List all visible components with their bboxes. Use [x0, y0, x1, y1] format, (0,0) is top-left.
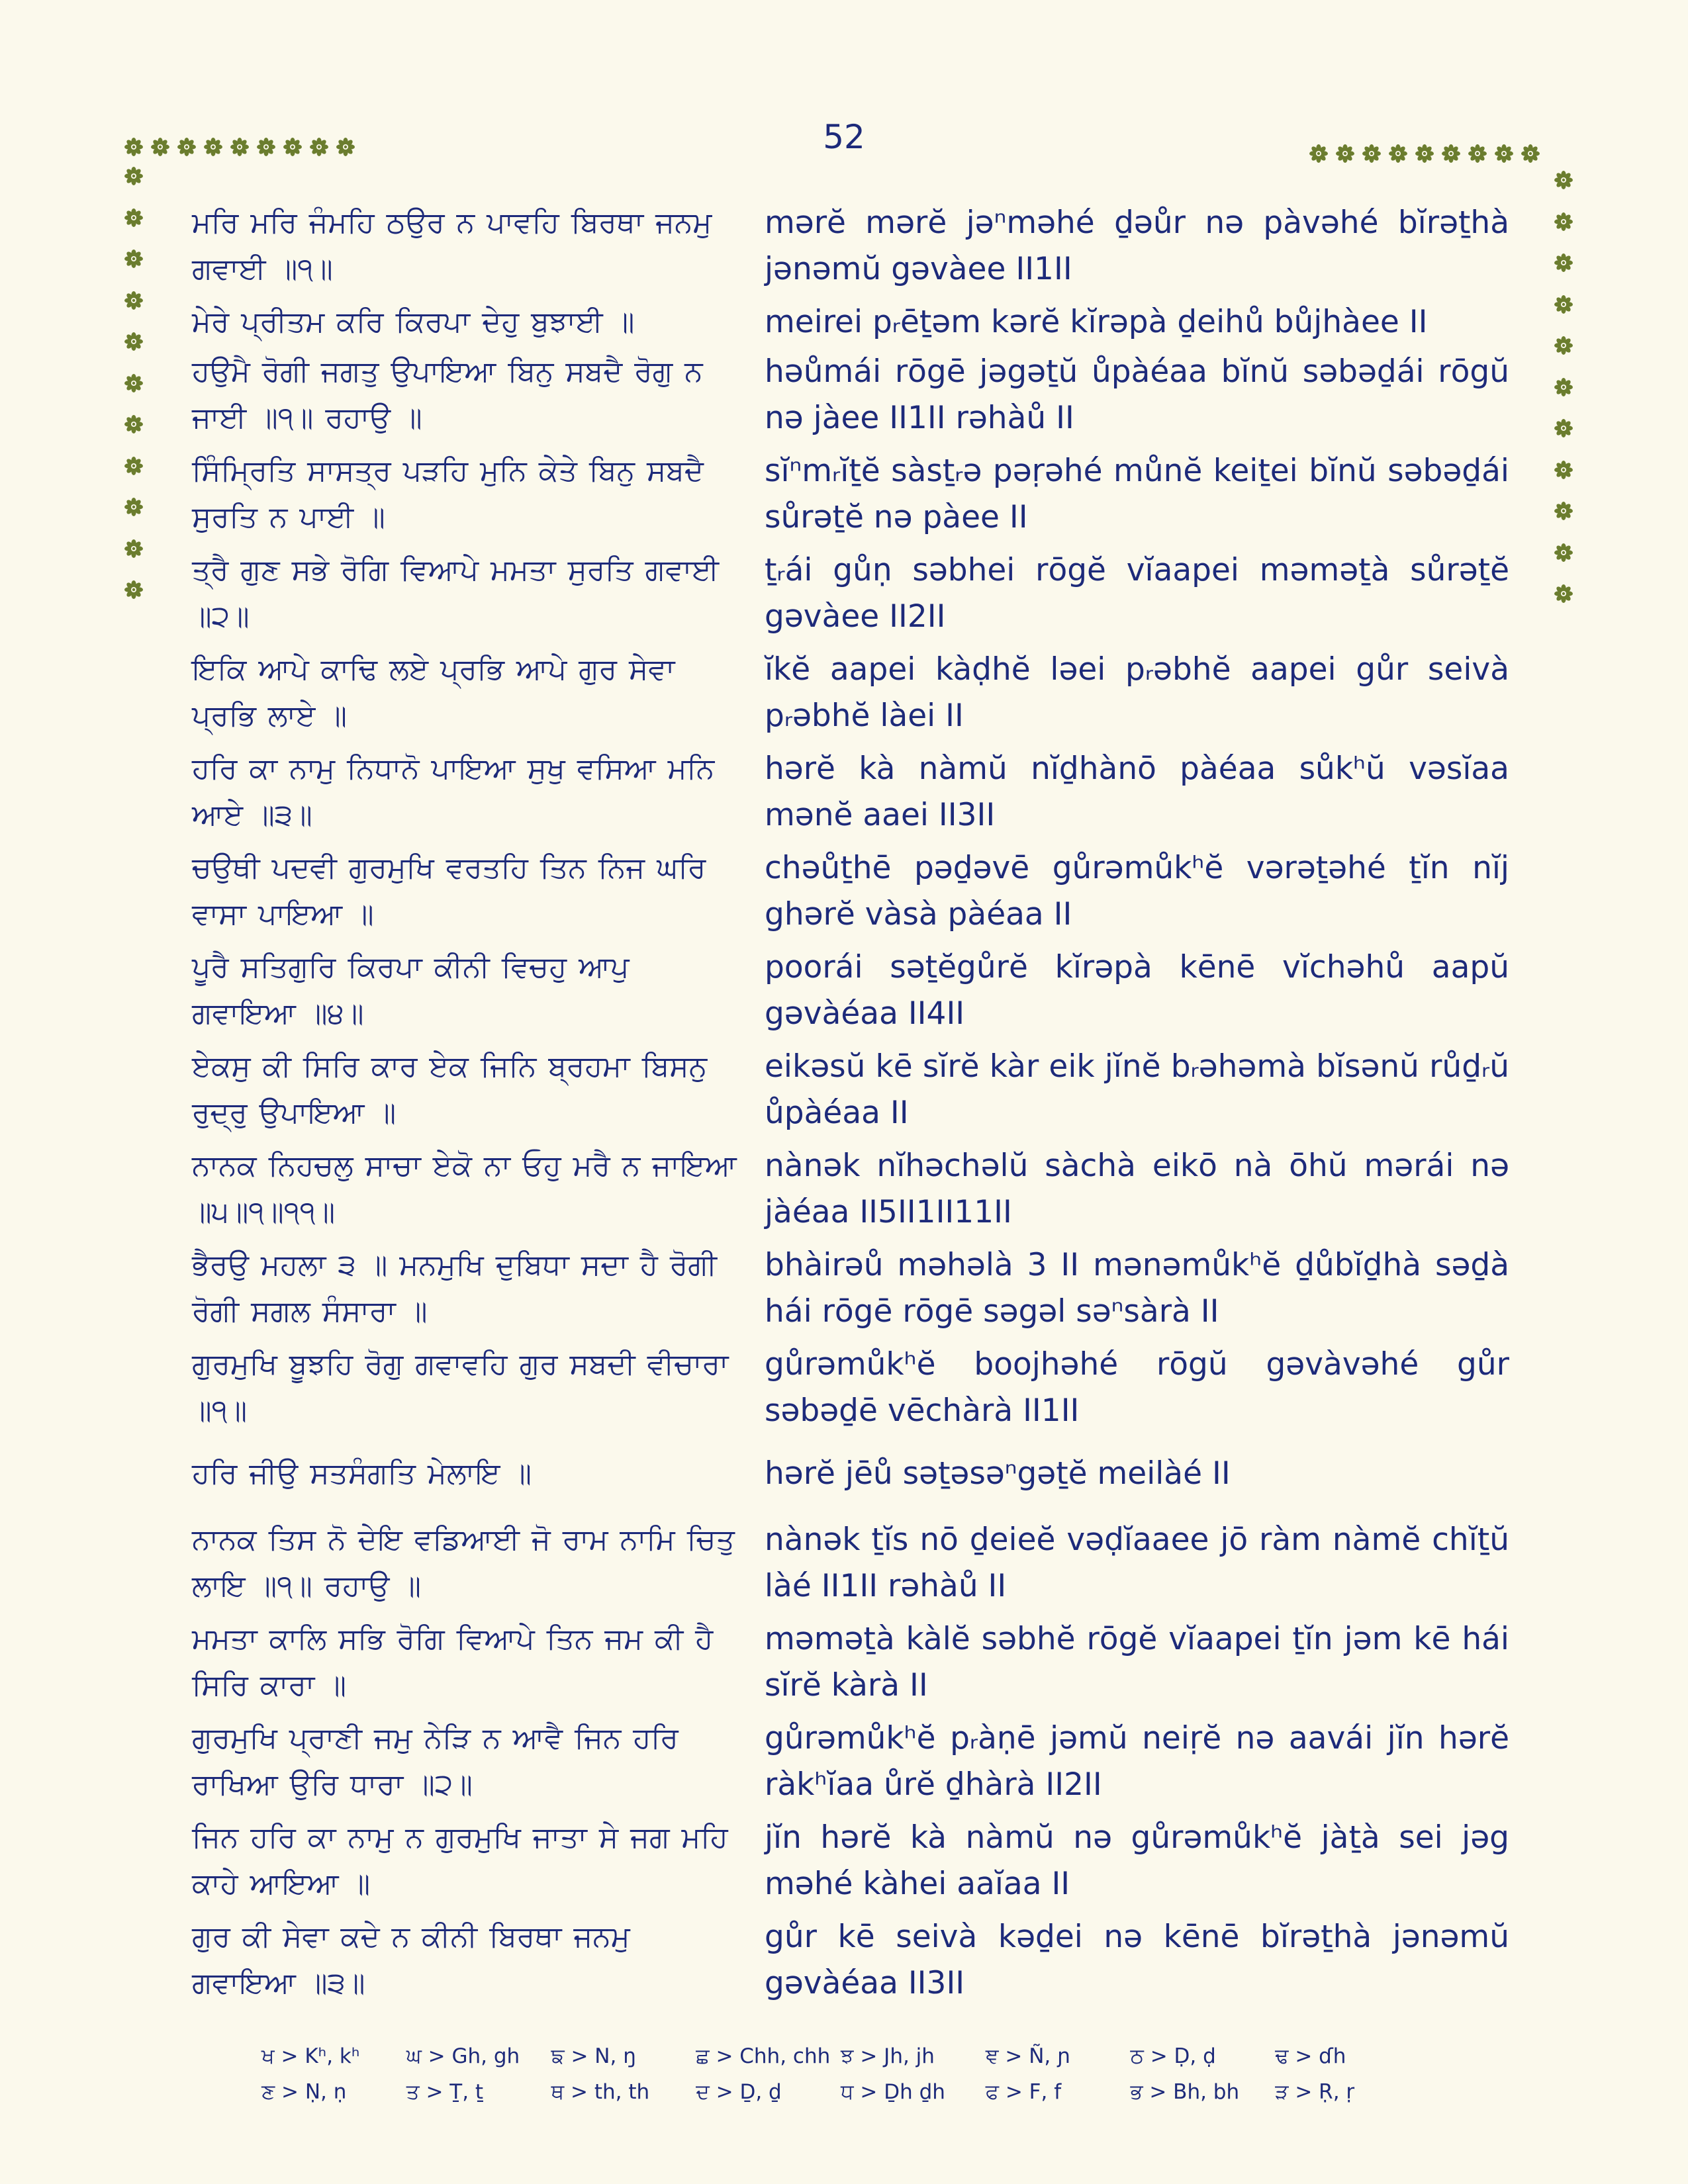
transliteration-text: gůrəmůkʰĕ pᵣàṇē jəmŭ neiṛĕ nə aavái jĭn hərĕ ràkʰĭaa ůrĕ ḏhàrà II2II [765, 1720, 1509, 1803]
gurmukhi-text: ਗੁਰਮੁਖਿ ਬੂਝਹਿ ਰੋਗੁ ਗਵਾਵਹਿ ਗੁਰ ਸਬਦੀ ਵੀਚਾਰਾ ॥੧॥ [192, 1347, 729, 1428]
ornament-border-right [1550, 167, 1577, 607]
verse-row [192, 746, 1509, 839]
flower-icon [1550, 539, 1577, 566]
verse-row [192, 200, 1509, 293]
key-item: ਢ > ɗh [1275, 2044, 1346, 2068]
verse-row [192, 448, 1509, 541]
page-number: 52 [823, 118, 865, 156]
key-item: ਛ > Chh, chh [696, 2044, 831, 2068]
flower-icon [200, 134, 226, 160]
gurmukhi-text: ਭੈਰਉ ਮਹਲਾ ੩ ॥ ਮਨਮੁਖਿ ਦੁਬਿਧਾ ਸਦਾ ਹੈ ਰੋਗੀ ਰੋਗੀ ਸਗਲ ਸੰਸਾਰਾ ॥ [192, 1248, 717, 1328]
key-item: ਙ > N, ŋ [551, 2044, 636, 2068]
key-item: ਞ > Ñ, ɲ [985, 2044, 1071, 2068]
key-row [261, 2074, 1420, 2110]
key-item: ਦ > Ḏ, ḏ [696, 2079, 782, 2104]
transliteration-text: nànək ṯĭs nō ḏeieĕ vəḍĭaaee jō ràm nàmĕ chĭṯŭ làé II1II rəhàů II [765, 1522, 1509, 1604]
key-item: ਣ > Ṇ, ṇ [261, 2079, 347, 2104]
flower-icon [279, 134, 306, 160]
verse-row [192, 1044, 1509, 1136]
flower-icon [1550, 250, 1577, 276]
verse-row [192, 1451, 1509, 1497]
key-item: ਫ > F, f [985, 2079, 1062, 2104]
flower-icon [120, 453, 147, 479]
transliteration-text: poorái səṯĕgůrĕ kĭrəpà kēnē vĭchəhů aapŭ gəvàéaa II4II [765, 949, 1509, 1032]
transliteration-text: meirei pᵣēṯəm kərĕ kĭrəpà ḏeihů bůjhàee II [765, 304, 1428, 340]
flower-icon [1491, 140, 1517, 167]
verse-row [192, 944, 1509, 1037]
flower-icon [120, 328, 147, 355]
flower-icon [1305, 140, 1332, 167]
gurmukhi-text: ਨਾਨਕ ਤਿਸ ਨੋ ਦੇਇ ਵਡਿਆਈ ਜੋ ਰਾਮ ਨਾਮਿ ਚਿਤੁ ਲਾਇ ॥੧॥ ਰਹਾਉ ॥ [192, 1523, 735, 1603]
gurmukhi-text: ਪੂਰੈ ਸਤਿਗੁਰਿ ਕਿਰਪਾ ਕੀਨੀ ਵਿਚਹੁ ਆਪੁ ਗਵਾਇਆ ॥੪॥ [192, 950, 630, 1030]
flower-icon [120, 246, 147, 272]
flower-icon [1550, 415, 1577, 441]
gurmukhi-text: ਮਮਤਾ ਕਾਲਿ ਸਭਿ ਰੋਗਿ ਵਿਆਪੇ ਤਿਨ ਜਮ ਕੀ ਹੈ ਸਿਰਿ ਕਾਰਾ ॥ [192, 1622, 714, 1702]
key-item: ਘ > Gh, gh [406, 2044, 520, 2068]
gurmukhi-text: ਏਕਸੁ ਕੀ ਸਿਰਿ ਕਾਰ ਏਕ ਜਿਨਿ ਬ੍ਰਹਮਾ ਬਿਸਨੁ ਰੁਦ੍ਰੁ ਉਪਾਇਆ ॥ [192, 1050, 708, 1130]
verse-row [192, 845, 1509, 938]
key-row [261, 2038, 1420, 2074]
verse-row [192, 1914, 1509, 2007]
transliteration-text: hərĕ jēů səṯəsəⁿgəṯĕ meilàé II [765, 1455, 1231, 1492]
key-item: ਧ > Ḏh ḏh [841, 2079, 945, 2104]
key-item: ੜ > Ṛ, ṛ [1275, 2079, 1355, 2104]
verse-row [192, 1616, 1509, 1709]
verse-row [192, 1242, 1509, 1335]
transliteration-text: məməṯà kàlĕ səbhĕ rōgĕ vĭaapei ṯĭn jəm kē hái sĭrĕ kàrà II [765, 1621, 1509, 1704]
flower-icon [1464, 140, 1491, 167]
key-item: ਝ > Jh, jh [841, 2044, 935, 2068]
flower-icon [226, 134, 253, 160]
flower-icon [120, 205, 147, 231]
transliteration-key [261, 2038, 1420, 2110]
gurmukhi-text: ਸਿੰਮ੍ਰਿਤਿ ਸਾਸਤ੍ਰ ਪੜਹਿ ਮੁਨਿ ਕੇਤੇ ਬਿਨੁ ਸਬਦੈ ਸੁਰਤਿ ਨ ਪਾਈ ॥ [192, 454, 704, 534]
verse-row [192, 647, 1509, 739]
verse-row [192, 1143, 1509, 1236]
flower-icon [253, 134, 279, 160]
transliteration-text: eikəsŭ kē sĭrĕ kàr eik jĭnĕ bᵣəhəmà bĭsənŭ růḏᵣŭ ůpàéaa II [765, 1048, 1509, 1131]
verse-row [192, 1517, 1509, 1610]
transliteration-text: ĭkĕ aapei kàḍhĕ ləei pᵣəbhĕ aapei gůr seivà pᵣəbhĕ làei II [765, 651, 1509, 734]
flower-icon [120, 287, 147, 314]
verse-row [192, 1815, 1509, 1907]
flower-icon [306, 134, 332, 160]
verse-row [192, 1342, 1509, 1434]
flower-icon [1550, 374, 1577, 400]
flower-icon [1550, 332, 1577, 359]
ornament-border-left [120, 163, 147, 603]
key-item: ਤ > Ṯ, ṯ [406, 2079, 484, 2104]
verse-row [192, 547, 1509, 640]
flower-icon [147, 134, 173, 160]
flower-icon [1358, 140, 1385, 167]
transliteration-text: mərĕ mərĕ jəⁿməhé ḏəůr nə pàvəhé bĭrəṯhà jənəmŭ gəvàee II1II [765, 205, 1509, 287]
transliteration-text: hərĕ kà nàmŭ nĭḏhànō pàéaa sůkʰŭ vəsĭaa mənĕ aaei II3II [765, 751, 1509, 833]
flower-icon [1550, 498, 1577, 524]
flower-icon [1550, 208, 1577, 235]
transliteration-text: sĭⁿmᵣĭṯĕ sàsṯᵣə pəṛəhé můnĕ keiṯei bĭnŭ səbəḏái sůrəṯĕ nə pàee II [765, 453, 1509, 535]
flower-icon [1550, 457, 1577, 483]
transliteration-text: həůmái rōgē jəgəṯŭ ůpàéaa bĭnŭ səbəḏái rōgŭ nə jàee II1II rəhàů II [765, 353, 1509, 436]
verse-row [192, 299, 1509, 345]
ornament-border-top-right [1305, 140, 1544, 167]
transliteration-text: chəůṯhē pəḏəvē gůrəmůkʰĕ vərəṯəhé ṯĭn nĭj ghərĕ vàsà pàéaa II [765, 850, 1509, 933]
transliteration-text: jĭn hərĕ kà nàmŭ nə gůrəmůkʰĕ jàṯà sei jəg məhé kàhei aaĭaa II [765, 1819, 1509, 1902]
transliteration-text: gůr kē seivà kəḏei nə kēnē bĭrəṯhà jənəmŭ gəvàéaa II3II [765, 1919, 1509, 2001]
ornament-border-top-left [120, 134, 359, 160]
flower-icon [1550, 167, 1577, 193]
flower-icon [1332, 140, 1358, 167]
flower-icon [1550, 580, 1577, 607]
gurmukhi-text: ਗੁਰ ਕੀ ਸੇਵਾ ਕਦੇ ਨ ਕੀਨੀ ਬਿਰਥਾ ਜਨਮੁ ਗਵਾਇਆ ॥੩॥ [192, 1920, 630, 2000]
flower-icon [120, 411, 147, 437]
transliteration-text: nànək nĭhəchəlŭ sàchà eikō nà ōhŭ mərái nə jàéaa II5II1II11II [765, 1148, 1509, 1230]
flower-icon [120, 494, 147, 520]
flower-icon [120, 134, 147, 160]
key-item: ਭ > Bh, bh [1130, 2079, 1240, 2104]
flower-icon [1438, 140, 1464, 167]
verse-row [192, 349, 1509, 441]
flower-icon [1517, 140, 1544, 167]
transliteration-text: ṯᵣái gůṇ səbhei rōgĕ vĭaapei məməṯà sůrəṯĕ gəvàee II2II [765, 552, 1509, 635]
flower-icon [120, 576, 147, 603]
transliteration-text: bhàirəů məhəlà 3 II mənəmůkʰĕ ḏůbĭḏhà səḏà hái rōgē rōgē səgəl səⁿsàrà II [765, 1247, 1509, 1330]
key-item: ਖ > Kʰ, kʰ [261, 2044, 360, 2068]
flower-icon [332, 134, 359, 160]
gurmukhi-text: ਮੇਰੇ ਪ੍ਰੀਤਮ ਕਰਿ ਕਿਰਪਾ ਦੇਹੁ ਬੁਝਾਈ ॥ [192, 305, 635, 339]
key-item: ਠ > Ḍ, ḍ [1130, 2044, 1216, 2068]
flower-icon [120, 163, 147, 189]
gurmukhi-text: ਨਾਨਕ ਨਿਹਚਲੁ ਸਾਚਾ ਏਕੋ ਨਾ ਓਹੁ ਮਰੈ ਨ ਜਾਇਆ ॥੫॥੧॥੧੧॥ [192, 1149, 737, 1229]
flower-icon [120, 535, 147, 562]
verse-row [192, 1715, 1509, 1808]
gurmukhi-text: ਹਉਮੈ ਰੋਗੀ ਜਗਤੁ ਉਪਾਇਆ ਬਿਨੁ ਸਬਦੈ ਰੋਗੁ ਨ ਜਾਈ ॥੧॥ ਰਹਾਉ ॥ [192, 355, 703, 435]
gurmukhi-text: ਹਰਿ ਜੀਉ ਸਤਸੰਗਤਿ ਮੇਲਾਇ ॥ [192, 1457, 532, 1490]
gurmukhi-text: ਤ੍ਰੈ ਗੁਣ ਸਭੇ ਰੋਗਿ ਵਿਆਪੇ ਮਮਤਾ ਸੁਰਤਿ ਗਵਾਈ ॥੨॥ [192, 553, 720, 633]
gurmukhi-text: ਇਕਿ ਆਪੇ ਕਾਢਿ ਲਏ ਪ੍ਰਭਿ ਆਪੇ ਗੁਰ ਸੇਵਾ ਪ੍ਰਭਿ ਲਾਏ ॥ [192, 653, 675, 733]
gurmukhi-text: ਜਿਨ ਹਰਿ ਕਾ ਨਾਮੁ ਨ ਗੁਰਮੁਖਿ ਜਾਤਾ ਸੇ ਜਗ ਮਹਿ ਕਾਹੇ ਆਇਆ ॥ [192, 1821, 728, 1901]
gurmukhi-text: ਗੁਰਮੁਖਿ ਪ੍ਰਾਣੀ ਜਮੁ ਨੇੜਿ ਨ ਆਵੈ ਜਿਨ ਹਰਿ ਰਾਖਿਆ ਉਰਿ ਧਾਰਾ ॥੨॥ [192, 1721, 679, 1801]
flower-icon [1411, 140, 1438, 167]
flower-icon [1385, 140, 1411, 167]
flower-icon [120, 370, 147, 396]
gurmukhi-text: ਹਰਿ ਕਾ ਨਾਮੁ ਨਿਧਾਨੋ ਪਾਇਆ ਸੁਖੁ ਵਸਿਆ ਮਨਿ ਆਏ ॥੩॥ [192, 752, 715, 832]
key-item: ਥ > th, th [551, 2079, 650, 2104]
transliteration-text: gůrəmůkʰĕ boojhəhé rōgŭ gəvàvəhé gůr səbəḏē vēchàrà II1II [765, 1346, 1509, 1429]
gurmukhi-text: ਚਉਥੀ ਪਦਵੀ ਗੁਰਮੁਖਿ ਵਰਤਹਿ ਤਿਨ ਨਿਜ ਘਰਿ ਵਾਸਾ ਪਾਇਆ ॥ [192, 851, 706, 931]
gurmukhi-text: ਮਰਿ ਮਰਿ ਜੰਮਹਿ ਠਉਰ ਨ ਪਾਵਹਿ ਬਿਰਥਾ ਜਨਮੁ ਗਵਾਈ ॥੧॥ [192, 206, 712, 286]
flower-icon [173, 134, 200, 160]
flower-icon [1550, 291, 1577, 318]
